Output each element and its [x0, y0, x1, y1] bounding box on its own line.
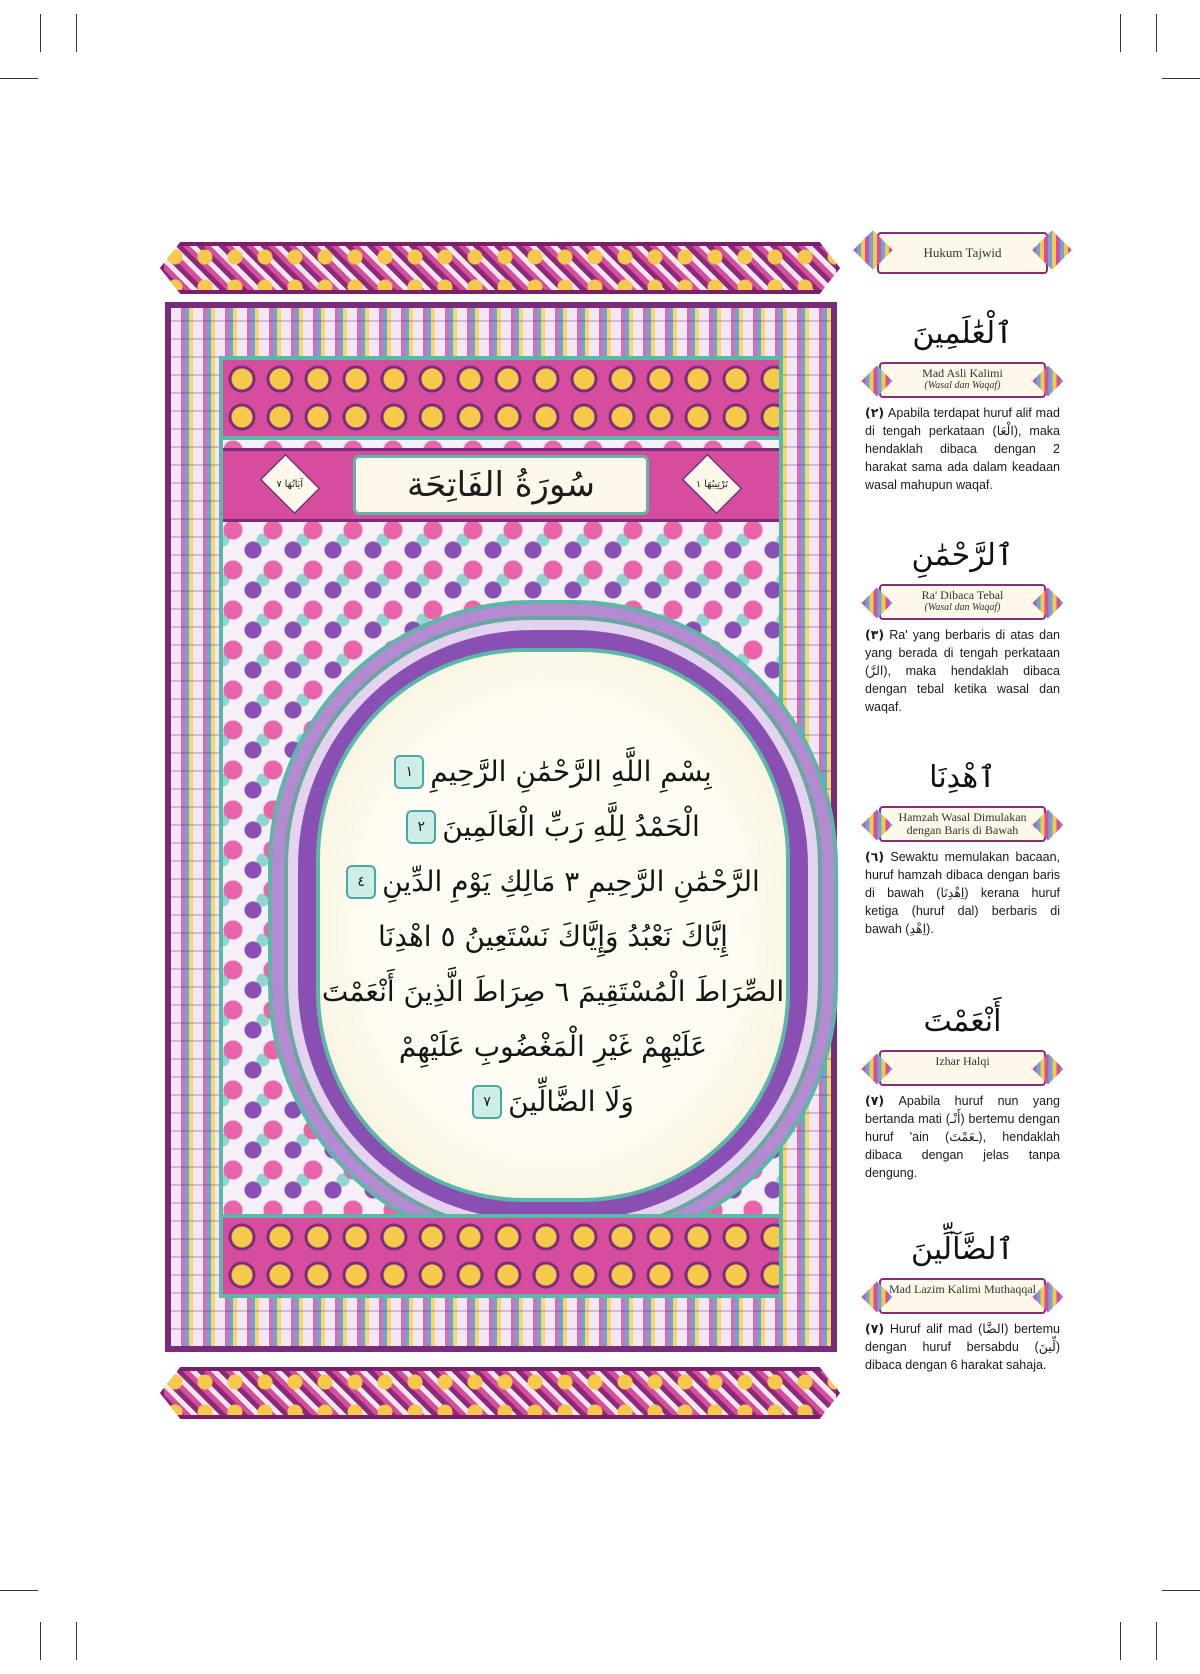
rule-label: Izhar Halqi	[935, 1054, 990, 1068]
rule-description	[865, 848, 1060, 938]
verse-cartouche	[316, 648, 790, 1202]
rule-label: Ra' Dibaca Tebal	[921, 588, 1004, 602]
rule-sublabel: (Wasal dan Waqaf)	[924, 602, 1001, 613]
tajwid-sidebar	[865, 232, 1060, 274]
rule-description	[865, 1092, 1060, 1182]
crop-mark	[1120, 14, 1121, 52]
crop-mark	[1162, 78, 1200, 79]
bottom-ornament-band	[160, 1367, 840, 1419]
rule-label-box	[879, 362, 1046, 398]
ayah-number-marker: ٤	[346, 865, 376, 899]
surah-order-medal	[681, 453, 742, 514]
crop-mark	[1162, 1590, 1200, 1591]
verse-text: عَلَيْهِمْ غَيْرِ الْمَغْضُوبِ عَلَيْهِمْ	[398, 1030, 708, 1063]
verse-cartouche-ring	[298, 630, 808, 1220]
rule-description	[865, 1320, 1060, 1374]
frame-inner-pattern	[219, 356, 783, 1298]
tajwid-rule	[865, 312, 1060, 494]
verse-line	[346, 854, 760, 909]
crop-mark	[0, 78, 38, 79]
verse-list	[320, 744, 786, 1198]
rule-text: Ra' yang berbaris di atas dan yang berada di tengah perkataan (الرَّ), maka hendaklah dibaca dengan tebal ketika wasal dan waqaf.	[865, 628, 1060, 714]
rule-text: Huruf alif mad (الضَّا) bertemu dengan huruf bersabdu (لِّينَ) dibaca dengan 6 harakat sahaja.	[865, 1322, 1060, 1372]
rule-label-box	[879, 1050, 1046, 1086]
rule-label-box	[879, 584, 1046, 620]
crop-mark	[0, 1590, 38, 1591]
tajwid-rule	[865, 756, 1060, 938]
rule-label: Mad Lazim Kalimi Muthaqqal	[889, 1282, 1036, 1296]
crop-mark	[1156, 1622, 1157, 1660]
crop-mark	[1156, 14, 1157, 52]
quran-page-frame	[165, 302, 837, 1352]
tajwid-rule	[865, 1000, 1060, 1182]
verse-text: بِسْمِ اللَّهِ الرَّحْمَٰنِ الرَّحِيمِ	[430, 755, 712, 788]
rule-word: ٱهْدِنَا	[929, 760, 996, 795]
verse-text: وَلَا الضَّالِّينَ	[508, 1085, 634, 1118]
verse-text: إِيَّاكَ نَعْبُدُ وَإِيَّاكَ نَسْتَعِينُ ٥ اهْدِنَا	[378, 920, 728, 953]
rule-text: Sewaktu memulakan bacaan, huruf hamzah dibaca dengan baris di bawah (اِهْدِنَا) kerana huruf ketiga (huruf dal) berbaris di bawah (اِهْدِ).	[865, 850, 1060, 936]
verse-line	[394, 744, 711, 799]
verse-line	[406, 799, 700, 854]
rule-number: (٧)	[865, 1321, 885, 1336]
rule-number: (٢)	[865, 405, 885, 420]
rule-description	[865, 404, 1060, 494]
rule-number: (٦)	[865, 849, 885, 864]
verse-line	[399, 1019, 707, 1074]
verse-line	[472, 1074, 634, 1129]
crop-mark	[76, 14, 77, 52]
surah-order-text: تَرْتِيبُهَا ١	[696, 478, 728, 490]
ayah-number-marker: ١	[394, 755, 424, 789]
surah-title: سُورَةُ الفَاتِحَة	[406, 465, 596, 505]
rule-label-box	[879, 806, 1046, 842]
rule-label: Mad Asli Kalimi	[922, 366, 1003, 380]
top-ornament-band	[160, 242, 840, 294]
header-ornament	[223, 360, 779, 440]
ayah-number-marker: ٢	[406, 810, 436, 844]
rule-label: Hamzah Wasal Dimulakan dengan Baris di Bawah	[898, 810, 1027, 837]
verse-line	[378, 909, 728, 964]
tajwid-rule	[865, 1228, 1060, 1374]
tajwid-heading-box	[877, 232, 1048, 274]
rule-description	[865, 626, 1060, 716]
footer-ornament	[223, 1214, 779, 1294]
verse-line	[322, 964, 784, 1019]
verse-text: الْحَمْدُ لِلَّهِ رَبِّ الْعَالَمِينَ	[442, 810, 700, 843]
crop-mark	[76, 1622, 77, 1660]
rule-word: ٱلرَّحْمَٰنِ	[911, 538, 1014, 573]
rule-text: Apabila terdapat huruf alif mad di tengah perkataan (الْعَا), maka hendaklah dibaca dengan 2 harakat sama ada dalam keadaan wasal mahupun waqaf.	[865, 406, 1060, 492]
surah-verse-count-medal	[259, 453, 320, 514]
tajwid-rule	[865, 534, 1060, 716]
surah-title-cartouche	[353, 455, 649, 515]
rule-word: ٱلْعَٰلَمِينَ	[912, 316, 1013, 351]
rule-word: أَنْعَمْتَ	[923, 1004, 1002, 1039]
crop-mark	[40, 1622, 41, 1660]
verse-text: الصِّرَاطَ الْمُسْتَقِيمَ ٦ صِرَاطَ الَّذِينَ أَنْعَمْتَ	[321, 975, 785, 1008]
surah-title-strip	[223, 448, 779, 522]
rule-number: (٧)	[865, 1093, 885, 1108]
rule-sublabel: (Wasal dan Waqaf)	[924, 380, 1001, 391]
rule-number: (٣)	[865, 627, 885, 642]
crop-mark	[40, 14, 41, 52]
rule-text: Apabila huruf nun yang bertanda mati (أَنْـ) bertemu dengan huruf 'ain (ـعَمْتَ), hendaklah dibaca dengan jelas tanpa dengung.	[865, 1094, 1060, 1180]
ayah-number-marker: ٧	[472, 1085, 502, 1119]
crop-mark	[1120, 1622, 1121, 1660]
rule-word: ٱلضَّآلِّينَ	[911, 1232, 1014, 1267]
rule-label-box	[879, 1278, 1046, 1314]
tajwid-heading: Hukum Tajwid	[923, 245, 1002, 260]
surah-verse-count-text: آيَاتُهَا ٧	[276, 478, 304, 490]
verse-text: الرَّحْمَٰنِ الرَّحِيمِ ٣ مَالِكِ يَوْمِ الدِّينِ	[382, 865, 760, 898]
